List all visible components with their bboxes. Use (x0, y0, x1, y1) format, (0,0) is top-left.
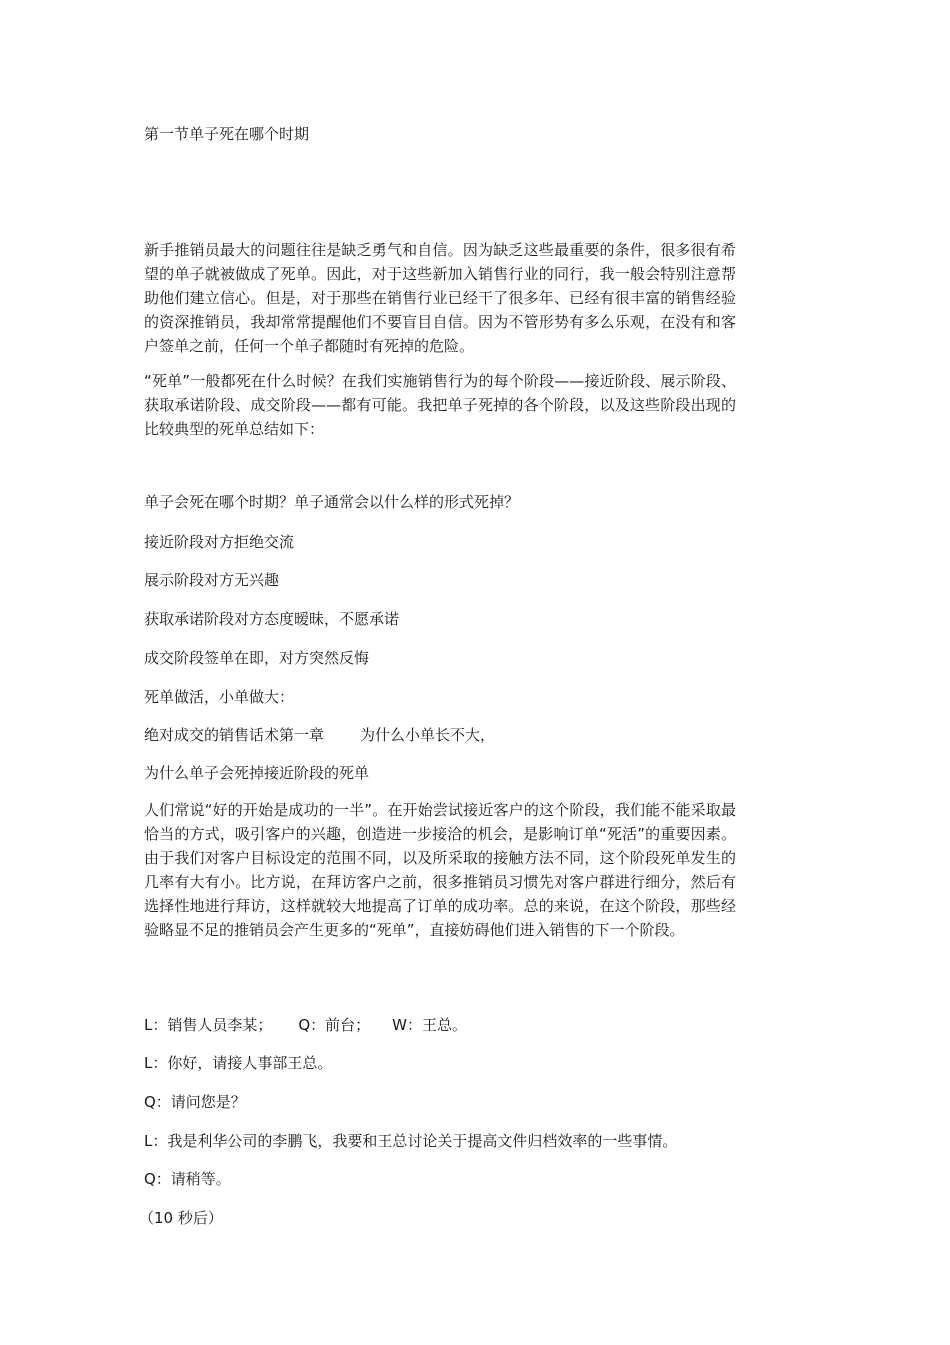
role-q: Q：前台； (298, 1016, 371, 1034)
stage-item-closing: 成交阶段签单在即，对方突然反悔 (144, 649, 370, 667)
stage-item-approach: 接近阶段对方拒绝交流 (144, 533, 295, 551)
section-heading: 第一节单子死在哪个时期 (144, 125, 310, 143)
role-l: L：销售人员李某； (144, 1016, 273, 1034)
dialogue-line: L：我是利华公司的李鹏飞，我要和王总讨论关于提高文件归档效率的一些事情。 (144, 1132, 678, 1150)
roles-line (144, 1013, 467, 1037)
question-line: 单子会死在哪个时期？单子通常会以什么样的形式死掉？ (144, 493, 520, 511)
stage-item-commitment: 获取承诺阶段对方态度暧昧，不愿承诺 (144, 610, 400, 628)
intro-paragraph: 新手推销员最大的问题往往是缺乏勇气和自信。因为缺乏这些最重要的条件，很多很有希望的单子就被做成了死单。因此，对于这些新加入销售行业的同行，我一般会特别注意帮助他们建立信心。但是，对于那些在销售行业已经干了很多年、已经有很丰富的销售经验的资深推销员，我却常常提醒他们不要盲目自信。因为不管形势有多么乐观，在没有和客户签单之前，任何一个单子都随时有死掉的危险。 (144, 241, 736, 355)
subsection-title: 为什么单子会死掉接近阶段的死单 (144, 764, 370, 782)
stages-paragraph: “死单”一般都死在什么时候？在我们实施销售行为的每个阶段——接近阶段、展示阶段、获取承诺阶段、成交阶段——都有可能。我把单子死掉的各个阶段，以及这些阶段出现的比较典型的死单总结如下： (144, 372, 736, 438)
motto-line: 死单做活，小单做大： (144, 688, 295, 706)
approach-paragraph: 人们常说“好的开始是成功的一半”。在开始尝试接近客户的这个阶段，我们能不能采取最恰当的方式，吸引客户的兴趣，创造进一步接洽的机会，是影响订单“死活”的重要因素。由于我们对客户目标设定的范围不同，以及所采取的接触方法不同，这个阶段死单发生的几率有大有小。比方说，在拜访客户之前，很多推销员习惯先对客户群进行细分，然后有选择性地进行拜访，这样就较大地提高了订单的成功率。总的来说，在这个阶段，那些经验略显不足的推销员会产生更多的“死单”，直接妨碍他们进入销售的下一个阶段。 (144, 801, 736, 939)
stage-item-presentation: 展示阶段对方无兴趣 (144, 571, 280, 589)
dialogue-line: （10 秒后） (139, 1209, 223, 1227)
chapter-subtitle: 为什么小单长不大， (360, 726, 496, 744)
dialogue-line: L：你好，请接人事部王总。 (144, 1054, 333, 1072)
dialogue-line: Q：请稍等。 (144, 1170, 231, 1188)
chapter-line (144, 723, 495, 747)
role-w: W：王总。 (392, 1016, 468, 1034)
chapter-title: 绝对成交的销售话术第一章 (144, 726, 325, 744)
dialogue-line: Q：请问您是？ (144, 1093, 246, 1111)
